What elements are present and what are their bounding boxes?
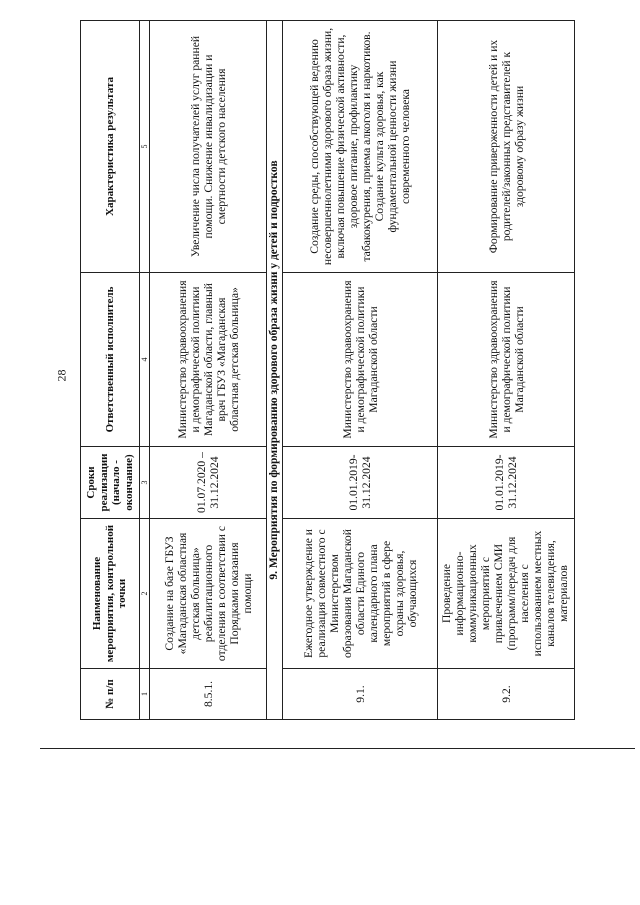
column-number: 5 [140, 20, 150, 272]
page-number: 28 [54, 369, 69, 382]
table-row [438, 20, 575, 720]
row-measure-name: Создание на базе ГБУЗ «Магаданская областная детская больница» реабилитационного отделения в соответствии с Порядками оказания помощи [150, 518, 267, 668]
row-number: 9.1. [283, 668, 438, 720]
header-result: Характеристика результата [80, 20, 140, 272]
row-result: Формирование приверженности детей и их родителей/законных представителей к здоровому образу жизни [438, 20, 575, 272]
column-numbers-row [140, 20, 150, 720]
row-executor: Министерство здравоохранения и демографической политики Магаданской области [283, 272, 438, 446]
table-row [283, 20, 438, 720]
row-executor: Министерство здравоохранения и демографической политики Магаданской области, главный врач ГБУЗ «Магаданская областная детская больница» [150, 272, 267, 446]
row-number: 8.5.1. [150, 668, 267, 720]
header-name: Наименование мероприятия, контрольной точки [80, 518, 140, 668]
row-dates: 01.01.2019- 31.12.2024 [283, 446, 438, 518]
section-title: 9. Мероприятия по формированию здорового образа жизни у детей и подростков [267, 20, 283, 720]
column-number: 1 [140, 668, 150, 720]
table-header-row [80, 20, 140, 720]
row-result: Увеличение числа получателей услуг ранней помощи. Снижение инвалидизации и смертности детского населения [150, 20, 267, 272]
column-number: 2 [140, 518, 150, 668]
row-dates: 01.07.2020 – 31.12.2024 [150, 446, 267, 518]
row-measure-name: Ежегодное утверждение и реализация совместного с Министерством образования Магаданской области Единого календарного плана мероприятий в сфере охраны здоровья, обучающихся [283, 518, 438, 668]
header-num: № п/п [80, 668, 140, 720]
section-title-row [267, 20, 283, 720]
table-container [80, 20, 575, 720]
column-number: 3 [140, 446, 150, 518]
column-number: 4 [140, 272, 150, 446]
row-result: Создание среды, способствующей ведению несовершеннолетними здорового образа жизни, включая повышение физической активности, здоровое питание, профилактику табакокурения, приема алкоголя и наркотиков. Создание культа здоровья, как фундаментальной ценности жизни современного человека [283, 20, 438, 272]
row-executor: Министерство здравоохранения и демографической политики Магаданской области [438, 272, 575, 446]
row-number: 9.2. [438, 668, 575, 720]
table-row [150, 20, 267, 720]
measures-table [80, 20, 575, 720]
header-executor: Ответственный исполнитель [80, 272, 140, 446]
row-measure-name: Проведение информационно-коммуникационных мероприятий с привлечением СМИ (программ/передач для населения с использованием местных каналов телевидения, материалов [438, 518, 575, 668]
page-edge-line [40, 748, 635, 749]
header-dates: Сроки реализации (начало - окончание) [80, 446, 140, 518]
row-dates: 01.01.2019- 31.12.2024 [438, 446, 575, 518]
